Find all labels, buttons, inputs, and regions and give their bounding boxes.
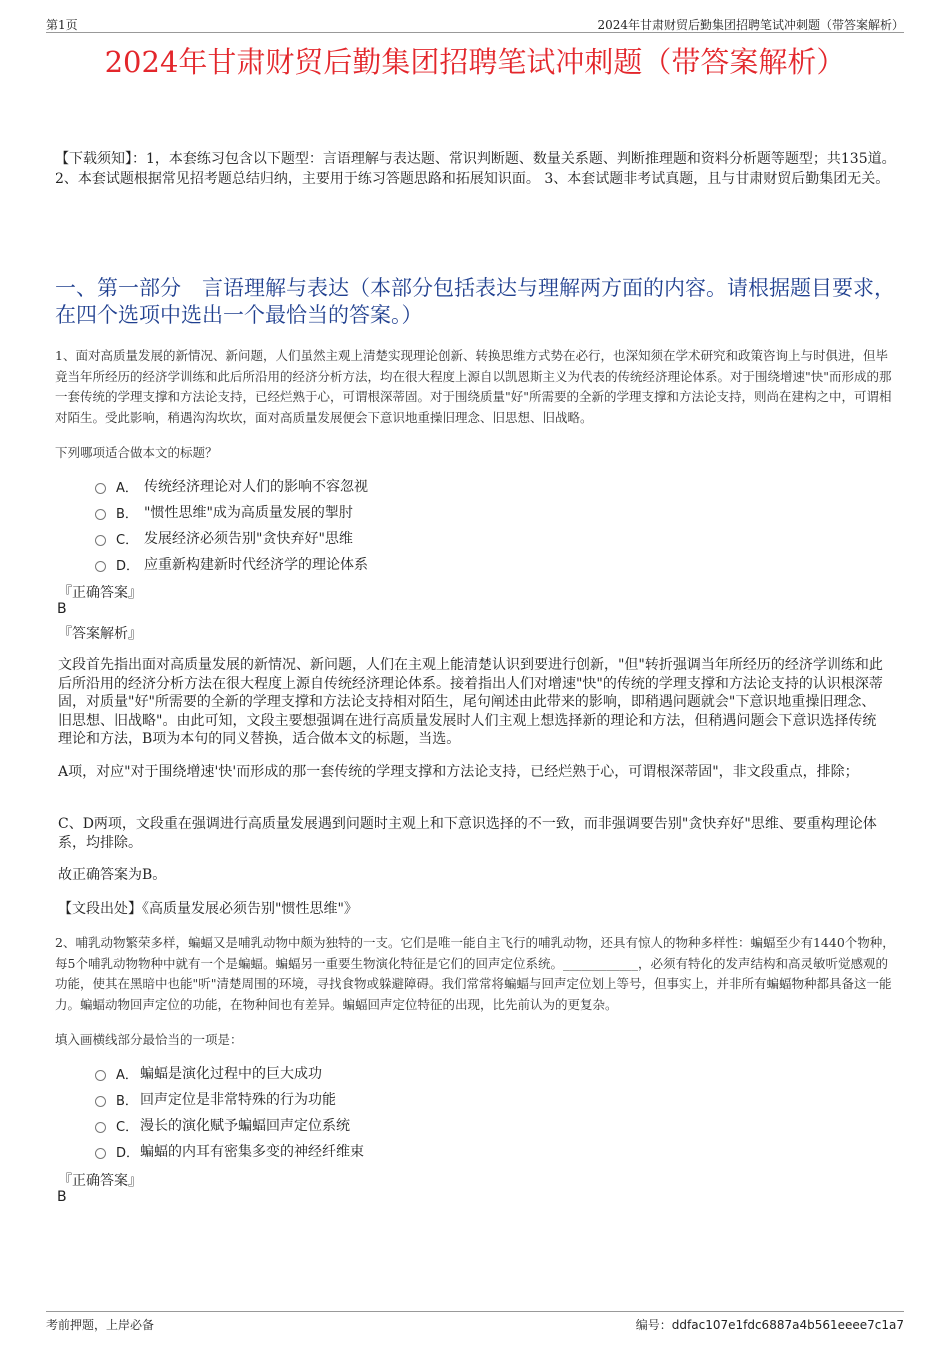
q2-options	[95, 1060, 364, 1164]
q1-passage: 1、面对高质量发展的新情况、新问题，人们虽然主观上清楚实现理论创新、转换思维方式势在必行，也深知须在学术研究和政策咨询上与时俱进，但毕竟当年所经历的经济学训练和此后所沿用的经济分析方法，均在很大程度上源自以凯恩斯主义为代表的传统经济理论体系。对于围绕增速"快"而形成的那一套传统的学理支撑和方法论支持，已经烂熟于心，可谓根深蒂固。对于围绕质量"好"所需要的全新的学理支撑和方法论支持，则尚在建构之中，可谓相对陌生。受此影响，稍遇沟沟坎坎，面对高质量发展便会下意识地重操旧理念、旧思想、旧战略。	[55, 348, 892, 425]
q1-option-a[interactable]: A． 传统经济理论对人们的影响不容忽视	[95, 473, 368, 499]
q1-analysis-4: 故正确答案为B。	[58, 867, 167, 883]
page-number: 第1页	[46, 18, 78, 32]
radio-icon[interactable]	[95, 509, 106, 520]
q1-option-b[interactable]: B． "惯性思维"成为高质量发展的掣肘	[95, 499, 368, 525]
q1-analysis-3: C、D两项，文段重在强调进行高质量发展遇到问题时主观上和下意识选择的不一致，而非强调要告别"贪快弃好"思维、要重构理论体系，均排除。	[58, 816, 877, 851]
q2-question: 填入画横线部分最恰当的一项是：	[55, 1032, 243, 1047]
radio-icon[interactable]	[95, 535, 106, 546]
q1-option-c[interactable]: C． 发展经济必须告别"贪快弃好"思维	[95, 525, 368, 551]
q1-analysis-1: 文段首先指出面对高质量发展的新情况、新问题，人们在主观上能清楚认识到要进行创新，"但"转折强调当年所经历的经济学训练和此后所沿用的经济分析方法在很大程度上源自传统经济理论体系。接着指出人们对增速"快"的传统的学理支撑和方法论支持的认识根深蒂固，对质量"好"所需要的全新的学理支撑和方法论支持相对陌生，尾句阐述由此带来的影响，即稍遇问题就会"下意识地重操旧理念、旧思想、旧战略"。由此可知，文段主要想强调在进行高质量发展时人们主观上想选择新的理论和方法，但稍遇问题会下意识选择传统理论和方法，B项为本句的同义替换，适合做本文的标题，当选。	[58, 657, 883, 747]
document-title: 2024年甘肃财贸后勤集团招聘笔试冲刺题（带答案解析）	[104, 45, 846, 79]
radio-icon[interactable]	[95, 1096, 106, 1107]
page-footer	[46, 1311, 904, 1333]
q2-option-d[interactable]: D． 蝙蝠的内耳有密集多变的神经纤维束	[95, 1138, 364, 1164]
radio-icon[interactable]	[95, 1148, 106, 1159]
radio-icon[interactable]	[95, 1070, 106, 1081]
q2-passage: 2、哺乳动物繁荣多样，蝙蝠又是哺乳动物中颇为独特的一支。它们是唯一能自主飞行的哺乳动物，还具有惊人的物种多样性：蝙蝠至少有1440个物种，每5个哺乳动物物种中就有一个是蝙蝠。蝙蝠另一重要生物演化特征是它们的回声定位系统。____________，必须有特化的发声结构和高灵敏听觉感观的功能，使其在黑暗中也能"听"清楚周围的环境，寻找食物或躲避障碍。我们常常将蝙蝠与回声定位划上等号，但事实上，并非所有蝙蝠物种都具备这一能力。蝙蝠动物回声定位的功能，在物种间也有差异。蝙蝠回声定位特征的出现，比先前认为的更复杂。	[55, 935, 895, 1012]
q1-answer-label: 『正确答案』	[58, 585, 142, 601]
radio-icon[interactable]	[95, 483, 106, 494]
q2-option-c[interactable]: C． 漫长的演化赋予蝙蝠回声定位系统	[95, 1112, 364, 1138]
footer-slogan: 考前押题，上岸必备	[46, 1318, 155, 1332]
q2-option-a[interactable]: A． 蝙蝠是演化过程中的巨大成功	[95, 1060, 364, 1086]
q1-analysis-label: 『答案解析』	[58, 626, 142, 642]
radio-icon[interactable]	[95, 561, 106, 572]
footer-code-label: 编号：	[635, 1318, 672, 1332]
header-doc-title: 2024年甘肃财贸后勤集团招聘笔试冲刺题（带答案解析）	[597, 18, 904, 32]
q1-options	[95, 473, 368, 577]
footer-code: ddfac107e1fdc6887a4b561eeee7c1a7	[671, 1318, 904, 1332]
q2-option-b[interactable]: B． 回声定位是非常特殊的行为功能	[95, 1086, 364, 1112]
page-header	[46, 14, 904, 33]
q2-answer-label: 『正确答案』	[58, 1173, 142, 1189]
q1-analysis-2: A项，对应"对于围绕增速'快'而形成的那一套传统的学理支撑和方法论支持，已经烂熟于心，可谓根深蒂固"，非文段重点，排除；	[58, 764, 859, 780]
radio-icon[interactable]	[95, 1122, 106, 1133]
q2-answer: B	[57, 1189, 67, 1205]
download-notice: 【下载须知】：1，本套练习包含以下题型：言语理解与表达题、常识判断题、数量关系题、判断推理题和资料分析题等题型；共135道。 2、本套试题根据常见招考题总结归纳，主要用于练习答题思路和拓展知识面。 3、本套试题非考试真题，且与甘肃财贸后勤集团无关。	[55, 151, 896, 187]
section-heading: 一、第一部分 言语理解与表达（本部分包括表达与理解两方面的内容。请根据题目要求，在四个选项中选出一个最恰当的答案。）	[55, 276, 895, 327]
q1-option-d[interactable]: D． 应重新构建新时代经济学的理论体系	[95, 551, 368, 577]
q1-answer: B	[57, 601, 67, 617]
q1-question: 下列哪项适合做本文的标题？	[55, 445, 218, 460]
q1-source: 【文段出处】《高质量发展必须告别"惯性思维"》	[58, 901, 358, 917]
